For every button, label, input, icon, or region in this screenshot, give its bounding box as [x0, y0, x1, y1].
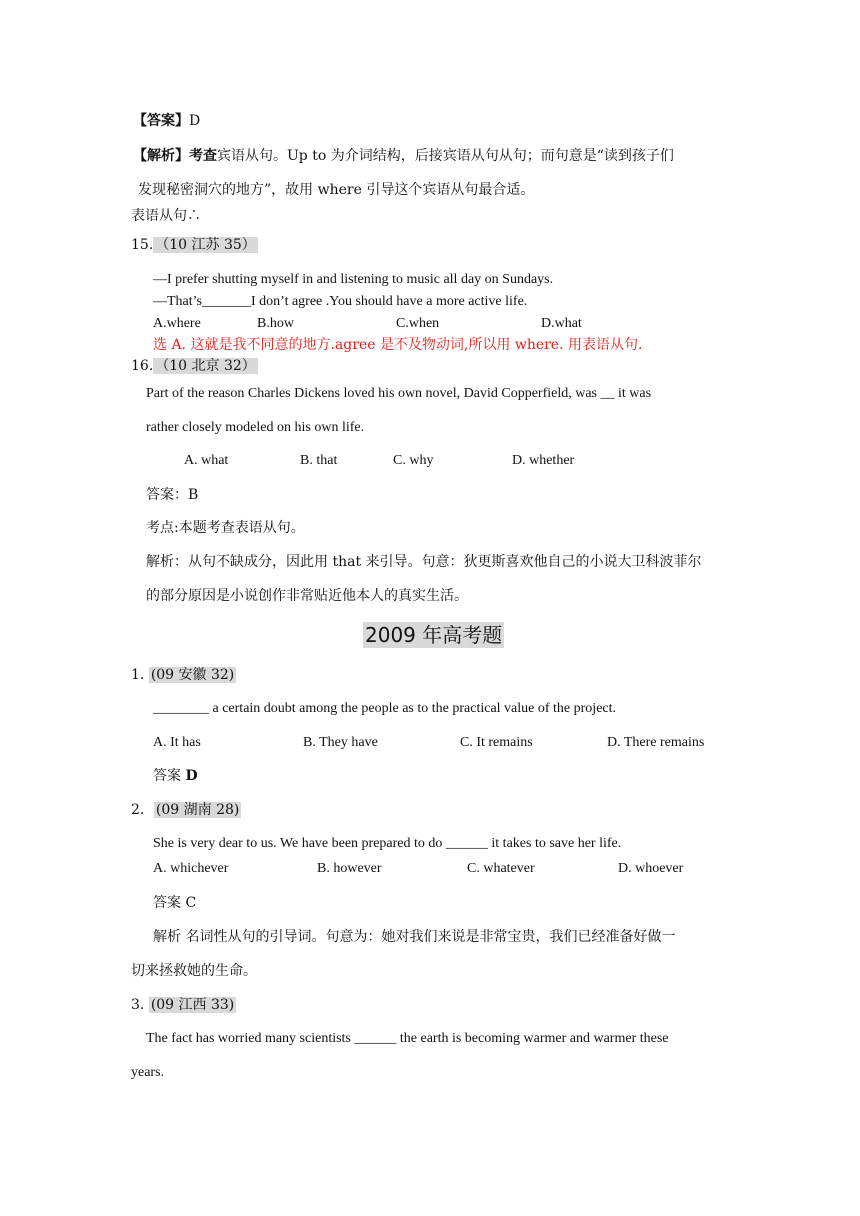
q15-header [131, 236, 258, 254]
q16-source: （10 北京 32） [155, 358, 256, 374]
q16-point: 考点:本题考查表语从句。 [146, 520, 305, 536]
analysis-label: 【解析】 [133, 148, 189, 164]
q15-source: （10 江苏 35） [155, 237, 256, 253]
q16-option-b: B. that [300, 453, 338, 468]
q15-line-1: —I prefer shutting myself in and listening to music all day on Sundays. [153, 272, 554, 287]
analysis-line-2: 发现秘密洞穴的地方”，故用 where 引导这个宾语从句最合适。 [138, 182, 535, 198]
q16-answer: 答案：B [146, 487, 199, 503]
q16-header [131, 357, 258, 375]
q1-answer-value: D [185, 768, 198, 784]
q2-source: (09 湖南 28) [155, 802, 240, 818]
q2-line-1: She is very dear to us. We have been prepared to do ______ it takes to save her life. [153, 836, 622, 851]
answer-label: 【答案】 [133, 113, 189, 129]
q2-analysis-2: 切来拯救她的生命。 [131, 963, 257, 979]
q2-answer: 答案 C [153, 895, 197, 911]
q2-number: 2． [131, 802, 154, 818]
q1-option-d: D. There remains [607, 735, 705, 750]
q15-option-c: C.when [396, 316, 440, 331]
q1-source: (09 安徽 32) [150, 667, 235, 683]
q1-number: 1. [131, 667, 145, 683]
analysis-line-1 [133, 147, 674, 165]
q16-analysis-2: 的部分原因是小说创作非常贴近他本人的真实生活。 [146, 588, 468, 604]
q16-option-d: D. whether [512, 453, 575, 468]
q16-analysis-1: 解析：从句不缺成分，因此用 that 来引导。句意：狄更斯喜欢他自己的小说大卫科波菲尔 [146, 554, 702, 570]
q2-header [131, 801, 241, 819]
q16-option-a: A. what [184, 453, 229, 468]
q15-line-2: —That’s_______I don’t agree .You should have a more active life. [153, 294, 528, 309]
analysis-text-1: 宾语从句。Up to 为介词结构，后接宾语从句从句；而句意是“读到孩子们 [217, 148, 674, 164]
q3-source: (09 江西 33) [150, 997, 235, 1013]
q1-option-a: A. It has [153, 735, 201, 750]
q2-option-d: D. whoever [618, 861, 684, 876]
answer-line [133, 112, 200, 130]
q2-option-b: B. however [317, 861, 382, 876]
q16-line-2: rather closely modeled on his own life. [146, 420, 365, 435]
answer-value: D [189, 113, 201, 129]
q2-analysis-1: 解析 名词性从句的引导词。句意为：她对我们来说是非常宝贵，我们已经准备好做一 [153, 929, 676, 945]
q1-line-1: ________ a certain doubt among the people as to the practical value of the project. [153, 701, 617, 716]
q2-option-c: C. whatever [467, 861, 535, 876]
q2-option-a: A. whichever [153, 861, 229, 876]
q1-option-b: B. They have [303, 735, 378, 750]
section-heading: 2009 年高考题 [365, 623, 503, 647]
q1-header [131, 666, 236, 684]
q16-number: 16. [131, 358, 154, 374]
q3-line-2: years. [131, 1065, 165, 1080]
q1-option-c: C. It remains [460, 735, 533, 750]
q15-option-d: D.what [541, 316, 582, 331]
q15-option-a: A.where [153, 316, 201, 331]
note-line: 表语从句∴ [131, 208, 201, 224]
q16-line-1: Part of the reason Charles Dickens loved his own novel, David Copperfield, was __ it was [146, 386, 652, 401]
q3-header [131, 996, 236, 1014]
q1-answer-label: 答案 [153, 768, 186, 784]
q15-explanation: 选 A. 这就是我不同意的地方.agree 是不及物动词,所以用 where. 用表语从句. [153, 337, 643, 353]
q15-number: 15. [131, 237, 154, 253]
q3-line-1: The fact has worried many scientists ______ the earth is becoming warmer and warmer these [146, 1031, 669, 1046]
q1-answer [153, 767, 198, 785]
q3-number: 3. [131, 997, 145, 1013]
analysis-bold-text: 考查 [189, 148, 217, 164]
q15-option-b: B.how [257, 316, 294, 331]
q16-option-c: C. why [393, 453, 434, 468]
